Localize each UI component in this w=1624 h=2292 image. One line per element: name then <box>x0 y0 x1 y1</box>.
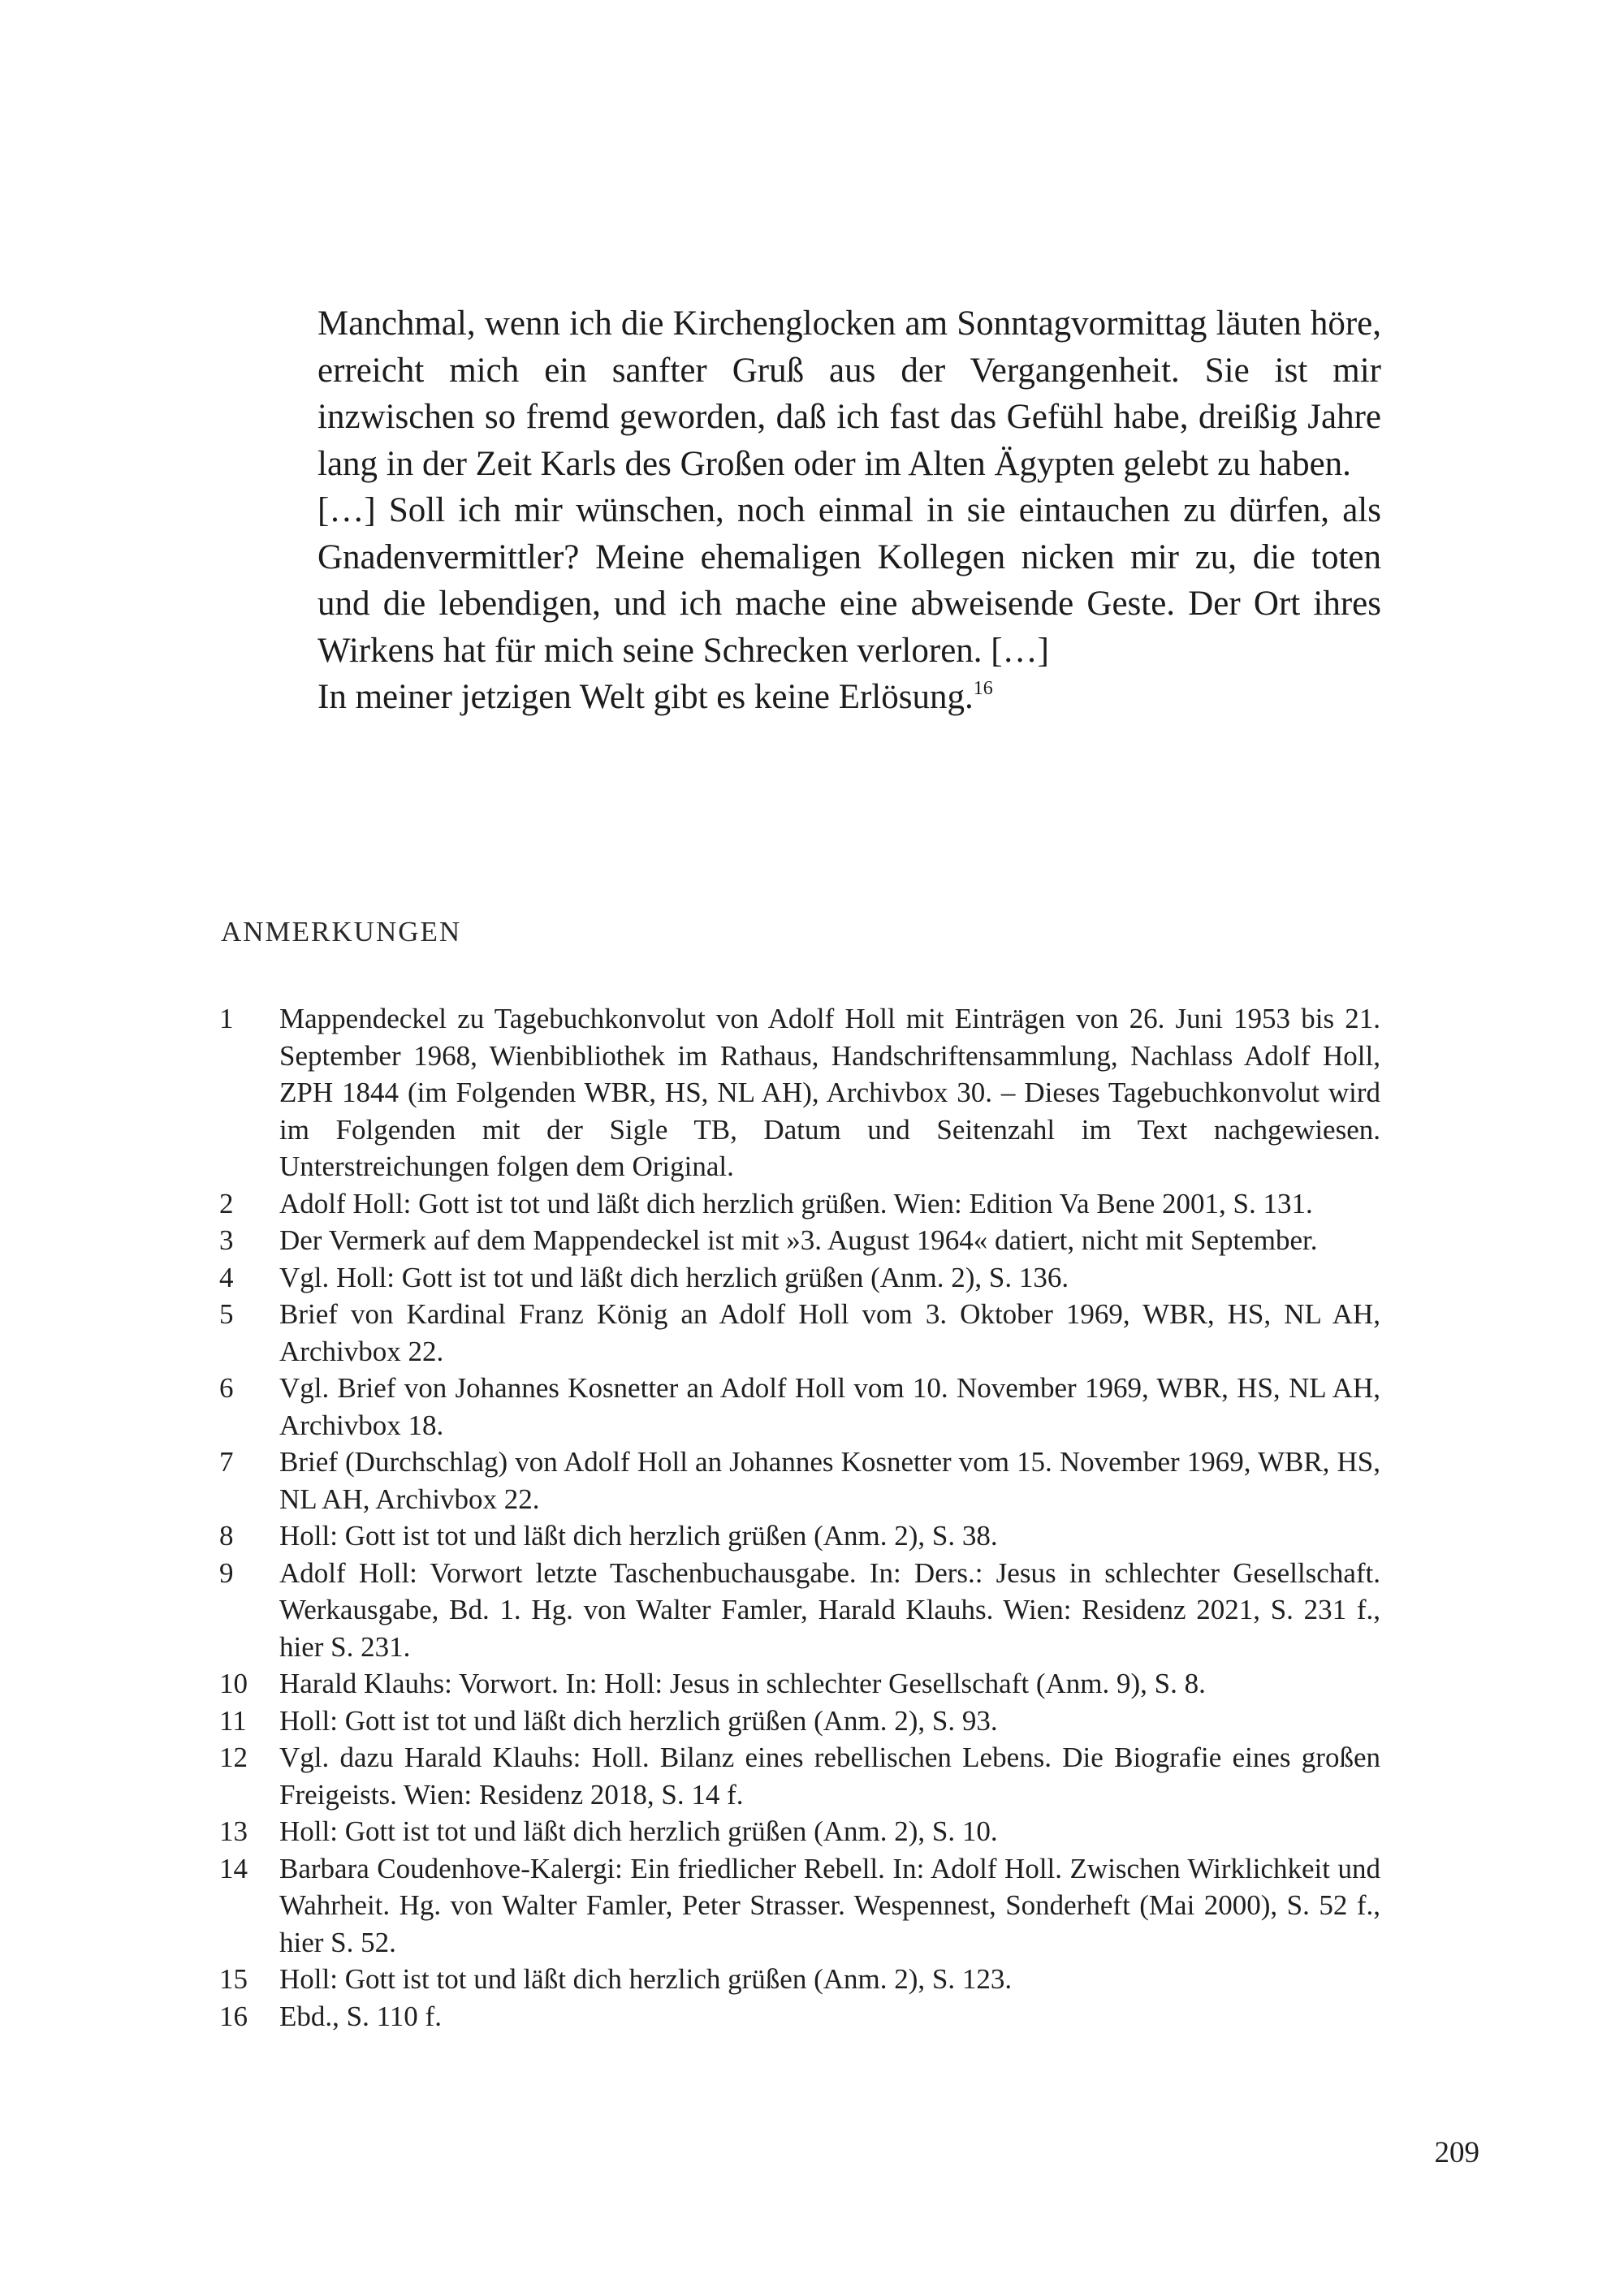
quote-last-line: In meiner jetzigen Welt gibt es keine Erlösung. <box>317 678 974 716</box>
note-text: Vgl. Holl: Gott ist tot und läßt dich herzlich grüßen (Anm. 2), S. 136. <box>279 1261 1069 1293</box>
note-item <box>219 1000 1380 1185</box>
note-item <box>219 1259 1380 1297</box>
note-item <box>219 1517 1380 1555</box>
note-item <box>219 1850 1380 1962</box>
note-number: 3 <box>219 1224 234 1256</box>
note-number: 11 <box>219 1704 247 1737</box>
note-text: Vgl. Brief von Johannes Kosnetter an Adolf Holl vom 10. November 1969, WBR, HS, NL AH, Archivbox 18. <box>279 1372 1380 1441</box>
note-number: 5 <box>219 1298 234 1330</box>
note-text: Adolf Holl: Gott ist tot und läßt dich herzlich grüßen. Wien: Edition Va Bene 2001, S. 131. <box>279 1187 1313 1219</box>
note-text: Vgl. dazu Harald Klauhs: Holl. Bilanz eines rebellischen Lebens. Die Biografie eines großen Freigeists. Wien: Residenz 2018, S. 14 f. <box>279 1742 1380 1811</box>
note-text: Der Vermerk auf dem Mappendeckel ist mit »3. August 1964« datiert, nicht mit September. <box>279 1224 1318 1256</box>
note-number: 16 <box>219 2000 248 2032</box>
note-number: 7 <box>219 1446 234 1478</box>
note-number: 12 <box>219 1742 248 1773</box>
note-number: 1 <box>219 1003 234 1034</box>
quote-paragraph: […] Soll ich mir wünschen, noch einmal in sie eintauchen zu dürfen, als Gnadenvermittler? Meine ehemaligen Kollegen nicken mir zu, die toten und die lebendigen, und ich mache eine abweisende Geste. Der Ort ihres Wirkens hat für mich seine Schrecken verloren. […] <box>317 491 1381 670</box>
note-item <box>219 1370 1380 1444</box>
note-number: 15 <box>219 1963 248 1995</box>
block-quote <box>317 300 1381 721</box>
note-text: Holl: Gott ist tot und läßt dich herzlich grüßen (Anm. 2), S. 93. <box>279 1704 998 1737</box>
notes-heading: ANMERKUNGEN <box>221 916 462 947</box>
note-text: Holl: Gott ist tot und läßt dich herzlich grüßen (Anm. 2), S. 10. <box>279 1815 998 1847</box>
note-number: 8 <box>219 1520 234 1552</box>
note-text: Harald Klauhs: Vorwort. In: Holl: Jesus in schlechter Gesellschaft (Anm. 9), S. 8. <box>279 1668 1206 1699</box>
note-text: Brief (Durchschlag) von Adolf Holl an Johannes Kosnetter vom 15. November 1969, WBR, HS, NL AH, Archivbox 22. <box>279 1446 1380 1515</box>
note-item <box>219 1998 1380 2035</box>
note-text: Holl: Gott ist tot und läßt dich herzlich grüßen (Anm. 2), S. 38. <box>279 1520 998 1552</box>
note-item <box>219 1703 1380 1740</box>
note-number: 2 <box>219 1187 234 1219</box>
note-number: 10 <box>219 1668 248 1699</box>
note-text: Holl: Gott ist tot und läßt dich herzlich grüßen (Anm. 2), S. 123. <box>279 1963 1013 1995</box>
note-item <box>219 1665 1380 1703</box>
note-text: Ebd., S. 110 f. <box>279 2000 442 2032</box>
footnote-reference[interactable]: 16 <box>973 677 993 699</box>
note-text: Mappendeckel zu Tagebuchkonvolut von Adolf Holl mit Einträgen von 26. Juni 1953 bis 21. September 1968, Wienbibliothek im Rathaus, Handschriftensammlung, Nachlass Adolf Holl, ZPH 1844 (im Folgenden WBR, HS, NL AH), Archivbox 30. – Dieses Tagebuchkonvolut wird im Folgenden mit der Sigle TB, Datum und Seitenzahl im Text nachgewiesen. Unterstreichungen folgen dem Original. <box>279 1003 1380 1182</box>
note-number: 13 <box>219 1815 248 1847</box>
quote-paragraph <box>317 674 1381 721</box>
note-text: Brief von Kardinal Franz König an Adolf Holl vom 3. Oktober 1969, WBR, HS, NL AH, Archivbox 22. <box>279 1298 1380 1367</box>
note-item <box>219 1222 1380 1259</box>
page-number: 209 <box>1434 2136 1479 2169</box>
note-item <box>219 1555 1380 1666</box>
note-number: 14 <box>219 1852 248 1884</box>
note-text: Barbara Coudenhove-Kalergi: Ein friedlicher Rebell. In: Adolf Holl. Zwischen Wirklichkeit und Wahrheit. Hg. von Walter Famler, Peter Strasser. Wespennest, Sonderheft (Mai 2000), S. 52 f., hier S. 52. <box>279 1852 1380 1958</box>
note-item <box>219 1961 1380 1998</box>
note-item <box>219 1813 1380 1850</box>
note-item <box>219 1739 1380 1813</box>
notes-list <box>219 1000 1380 2035</box>
note-text: Adolf Holl: Vorwort letzte Taschenbuchausgabe. In: Ders.: Jesus in schlechter Gesellschaft. Werkausgabe, Bd. 1. Hg. von Walter Famler, Harald Klauhs. Wien: Residenz 2021, S. 231 f., hier S. 231. <box>279 1556 1380 1663</box>
note-number: 9 <box>219 1556 234 1589</box>
note-item <box>219 1444 1380 1517</box>
note-item <box>219 1185 1380 1223</box>
quote-paragraph: Manchmal, wenn ich die Kirchenglocken am Sonntagvormittag läuten höre, erreicht mich ein sanfter Gruß aus der Vergangenheit. Sie ist mir inzwischen so fremd geworden, daß ich fast das Gefühl habe, dreißig Jahre lang in der Zeit Karls des Großen oder im Alten Ägypten gelebt zu haben. <box>317 304 1381 483</box>
note-number: 6 <box>219 1372 234 1404</box>
note-item <box>219 1296 1380 1370</box>
note-number: 4 <box>219 1261 234 1293</box>
